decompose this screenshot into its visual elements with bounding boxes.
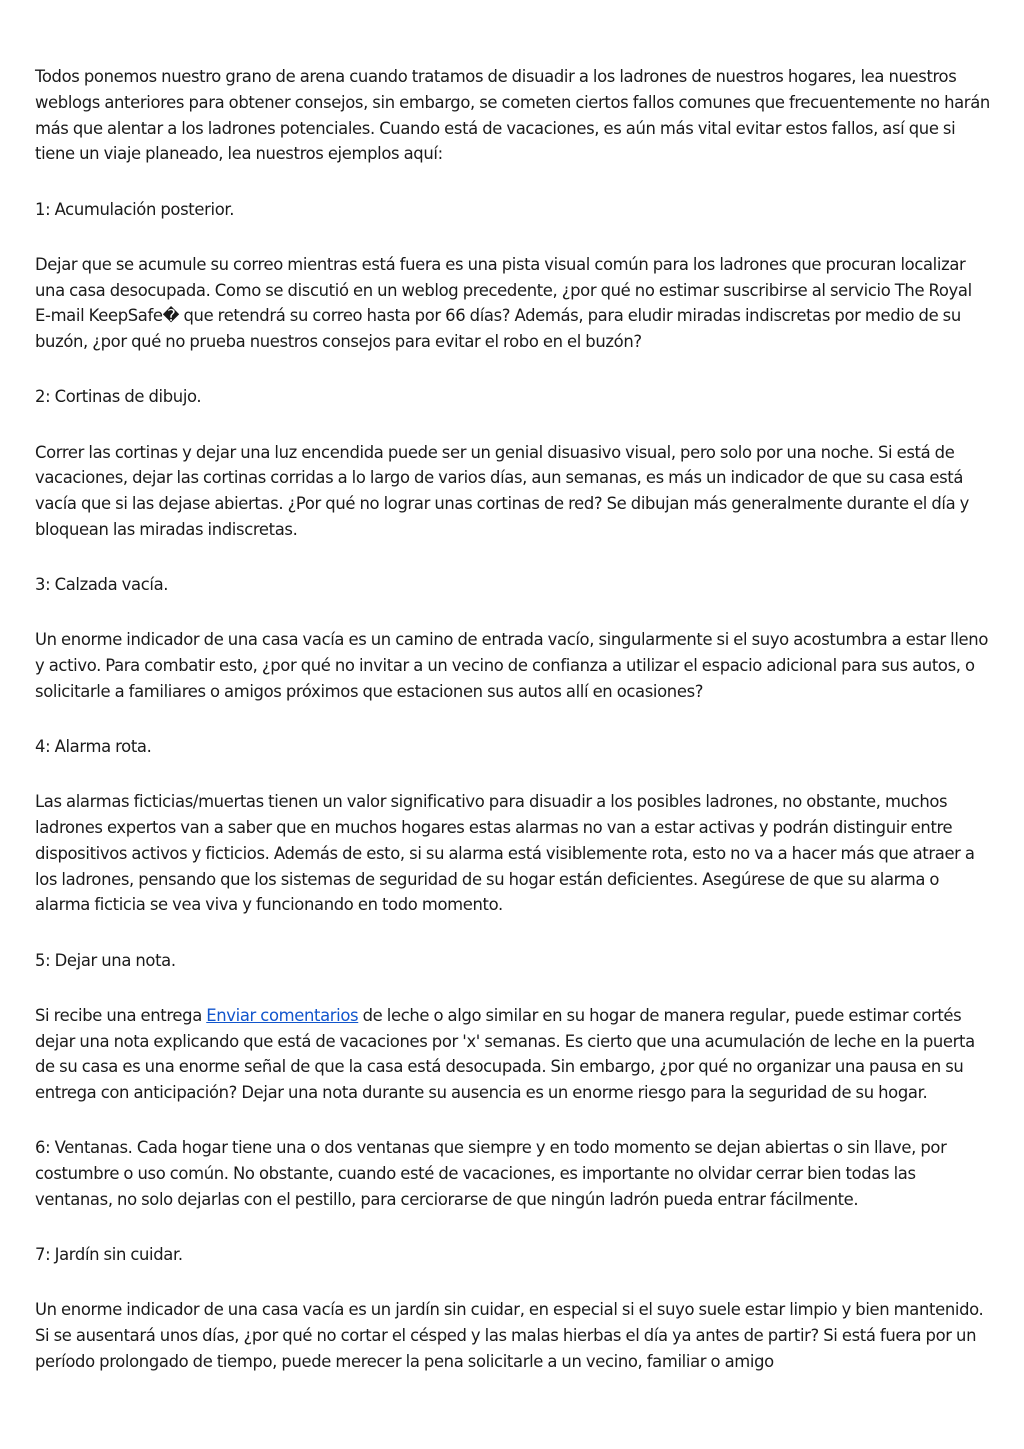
heading-3-calzada: 3: Calzada vacía. <box>35 575 169 595</box>
heading-4-alarma: 4: Alarma rota. <box>35 737 152 757</box>
heading-5-nota: 5: Dejar una nota. <box>35 950 176 970</box>
paragraph-7-jardin: Un enorme indicador de una casa vacía es un jardín sin cuidar, en especial si el suyo suele estar limpio y bien mantenido. Si se ausentará unos días, ¿por qué no cortar el césped y las malas hierbas el día ya antes de partir? Si está fuera por un período prolongado de tiempo, puede merecer la pena solicitarle a un vecino, familiar o amigo <box>35 1300 984 1371</box>
paragraph-6-ventanas: 6: Ventanas. Cada hogar tiene una o dos ventanas que siempre y en todo momento se dejan abiertas o sin llave, por costumbre o uso común. No obstante, cuando esté de vacaciones, es importante no olvidar cerrar bien todas las ventanas, no solo dejarlas con el pestillo, para cerciorarse de que ningún ladrón pueda entrar fácilmente. <box>35 1138 947 1209</box>
heading-2-cortinas: 2: Cortinas de dibujo. <box>35 387 202 407</box>
paragraph-5-nota <box>35 1003 991 1106</box>
enviar-comentarios-link[interactable]: Enviar comentarios <box>206 1005 359 1025</box>
document-page <box>35 64 991 1404</box>
paragraph-1-correo: Dejar que se acumule su correo mientras está fuera es una pista visual común para los ladrones que procuran localizar una casa desocupada. Como se discutió en un weblog precedente, ¿por qué no estimar suscribirse al servicio The Royal E-mail KeepSafe� que retendrá su correo hasta por 66 días? Además, para eludir miradas indiscretas por medio de su buzón, ¿por qué no prueba nuestros consejos para evitar el robo en el buzón? <box>35 254 972 352</box>
intro-paragraph: Todos ponemos nuestro grano de arena cuando tratamos de disuadir a los ladrones de nuestros hogares, lea nuestros weblogs anteriores para obtener consejos, sin embargo, se cometen ciertos fallos comunes que frecuentemente no harán más que alentar a los ladrones potenciales. Cuando está de vacaciones, es aún más vital evitar estos fallos, así que si tiene un viaje planeado, lea nuestros ejemplos aquí: <box>35 67 990 164</box>
heading-1-acumulacion: 1: Acumulación posterior. <box>35 199 235 219</box>
heading-7-jardin: 7: Jardín sin cuidar. <box>35 1245 183 1265</box>
paragraph-4-alarma: Las alarmas ficticias/muertas tienen un valor significativo para disuadir a los posibles ladrones, no obstante, muchos ladrones expertos van a saber que en muchos hogares estas alarmas no van a estar activas y podrán distinguir entre dispositivos activos y ficticios. Además de esto, si su alarma está visiblemente rota, esto no va a hacer más que atraer a los ladrones, pensando que los sistemas de seguridad de su hogar están deficientes. Asegúrese de que su alarma o alarma ficticia se vea viva y funcionando en todo momento. <box>35 792 975 915</box>
paragraph-5-text-after: de leche o algo similar en su hogar de manera regular, puede estimar cortés dejar una nota explicando que está de vacaciones por 'x' semanas. Es cierto que una acumulación de leche en la puerta de su casa es una enorme señal de que la casa está desocupada. Sin embargo, ¿por qué no organizar una pausa en su entrega con anticipación? Dejar una nota durante su ausencia es un enorme riesgo para la seguridad de su hogar. <box>35 1005 975 1103</box>
paragraph-2-cortinas: Correr las cortinas y dejar una luz encendida puede ser un genial disuasivo visual, pero solo por una noche. Si está de vacaciones, dejar las cortinas corridas a lo largo de varios días, aun semanas, es más un indicador de que su casa está vacía que si las dejase abiertas. ¿Por qué no lograr unas cortinas de red? Se dibujan más generalmente durante el día y bloquean las miradas indiscretas. <box>35 442 970 539</box>
paragraph-5-text-before: Si recibe una entrega <box>35 1005 207 1025</box>
paragraph-3-calzada: Un enorme indicador de una casa vacía es un camino de entrada vacío, singularmente si el suyo acostumbra a estar lleno y activo. Para combatir esto, ¿por qué no invitar a un vecino de confianza a utilizar el espacio adicional para sus autos, o solicitarle a familiares o amigos próximos que estacionen sus autos allí en ocasiones? <box>35 630 989 701</box>
